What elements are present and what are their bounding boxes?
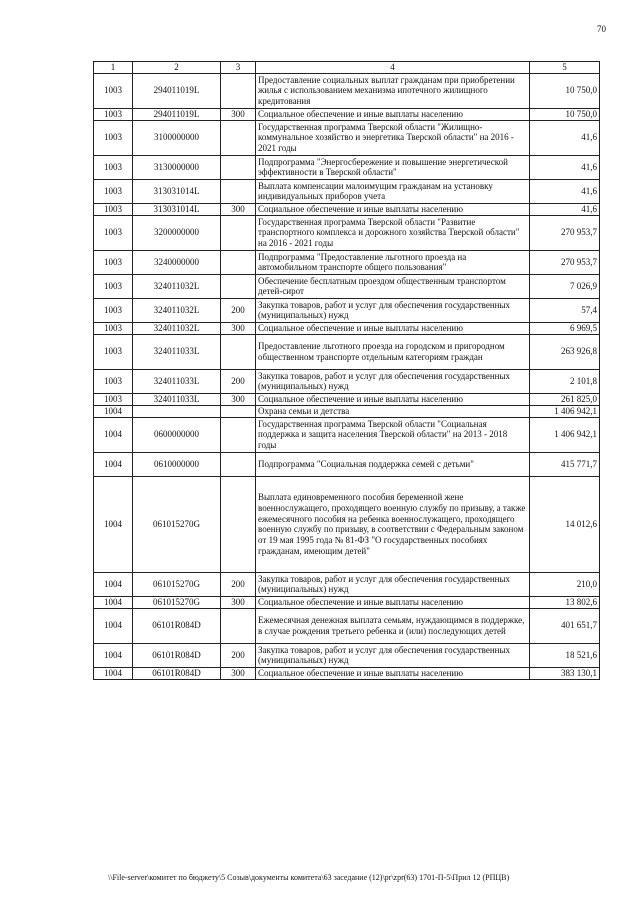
section-code-cell: 1003 — [94, 369, 133, 393]
table-row — [94, 608, 600, 643]
table-row — [94, 572, 600, 596]
item-name-cell: Государственная программа Тверской области "Развитие транспортного комплекса и дорожного хозяйства Тверской области" на 2016 - 2021 годы — [256, 215, 530, 250]
expense-type-cell — [221, 476, 256, 572]
article-code-cell: 313031014L — [133, 179, 221, 203]
table-row — [94, 108, 600, 120]
article-code-cell: 06101R084D — [133, 667, 221, 679]
budget-table — [93, 61, 600, 680]
expense-type-cell — [221, 215, 256, 250]
item-name-cell: Закупка товаров, работ и услуг для обеспечения государственных (муниципальных) нужд — [256, 298, 530, 322]
section-code-cell: 1004 — [94, 596, 133, 608]
section-code-cell: 1003 — [94, 274, 133, 298]
amount-cell: 415 771,7 — [530, 452, 600, 476]
expense-type-cell — [221, 274, 256, 298]
table-row — [94, 203, 600, 215]
section-code-cell: 1003 — [94, 334, 133, 369]
amount-cell: 41,6 — [530, 120, 600, 155]
header-cell-3: 3 — [221, 62, 256, 74]
section-code-cell: 1003 — [94, 203, 133, 215]
section-code-cell: 1003 — [94, 108, 133, 120]
table-row — [94, 250, 600, 274]
amount-cell: 1 406 942,1 — [530, 405, 600, 417]
article-code-cell: 313031014L — [133, 203, 221, 215]
section-code-cell: 1003 — [94, 393, 133, 405]
item-name-cell: Государственная программа Тверской области "Жилищно-коммунальное хозяйство и энергетика Тверской области" на 2016 - 2021 годы — [256, 120, 530, 155]
expense-type-cell: 300 — [221, 393, 256, 405]
item-name-cell: Обеспечение бесплатным проездом общественным транспортом детей-сирот — [256, 274, 530, 298]
expense-type-cell: 300 — [221, 108, 256, 120]
table-row — [94, 274, 600, 298]
amount-cell: 270 953,7 — [530, 215, 600, 250]
header-cell-1: 1 — [94, 62, 133, 74]
item-name-cell: Подпрограмма "Социальная поддержка семей с детьми" — [256, 452, 530, 476]
amount-cell: 401 651,7 — [530, 608, 600, 643]
item-name-cell: Закупка товаров, работ и услуг для обеспечения государственных (муниципальных) нужд — [256, 572, 530, 596]
table-row — [94, 298, 600, 322]
expense-type-cell — [221, 334, 256, 369]
file-path-footer: \\File-server\комитет по бюджету\5 Созыв\документы комитета\63 заседание (12)\pr\zpr(63) 1701-П-5\Прил 12 (РПЦВ) — [108, 873, 510, 882]
amount-cell: 41,6 — [530, 203, 600, 215]
amount-cell: 7 026,9 — [530, 274, 600, 298]
section-code-cell: 1003 — [94, 155, 133, 179]
section-code-cell: 1003 — [94, 215, 133, 250]
item-name-cell: Государственная программа Тверской области "Социальная поддержка и защита населения Тверской области" на 2013 - 2018 годы — [256, 417, 530, 452]
article-code-cell: 3130000000 — [133, 155, 221, 179]
section-code-cell: 1004 — [94, 643, 133, 667]
article-code-cell: 061015270G — [133, 572, 221, 596]
amount-cell: 13 802,6 — [530, 596, 600, 608]
amount-cell: 261 825,0 — [530, 393, 600, 405]
article-code-cell: 3200000000 — [133, 215, 221, 250]
amount-cell: 210,0 — [530, 572, 600, 596]
expense-type-cell — [221, 73, 256, 108]
amount-cell: 41,6 — [530, 179, 600, 203]
item-name-cell: Социальное обеспечение и иные выплаты населению — [256, 108, 530, 120]
expense-type-cell — [221, 417, 256, 452]
amount-cell: 263 926,8 — [530, 334, 600, 369]
table-row — [94, 179, 600, 203]
table-row — [94, 322, 600, 334]
expense-type-cell: 200 — [221, 643, 256, 667]
amount-cell: 14 012,6 — [530, 476, 600, 572]
item-name-cell: Выплата компенсации малоимущим гражданам на установку индивидуальных приборов учета — [256, 179, 530, 203]
expense-type-cell: 200 — [221, 298, 256, 322]
table-row — [94, 452, 600, 476]
table-row — [94, 417, 600, 452]
article-code-cell: 324011033L — [133, 369, 221, 393]
expense-type-cell — [221, 250, 256, 274]
table-row — [94, 369, 600, 393]
article-code-cell: 061015270G — [133, 476, 221, 572]
table-row — [94, 667, 600, 679]
item-name-cell: Социальное обеспечение и иные выплаты населению — [256, 667, 530, 679]
amount-cell: 1 406 942,1 — [530, 417, 600, 452]
table-row — [94, 120, 600, 155]
item-name-cell: Социальное обеспечение и иные выплаты населению — [256, 393, 530, 405]
article-code-cell: 324011033L — [133, 393, 221, 405]
section-code-cell: 1003 — [94, 120, 133, 155]
amount-cell: 18 521,6 — [530, 643, 600, 667]
item-name-cell: Предоставление льготного проезда на городском и пригородном общественном транспорте отдельным категориям граждан — [256, 334, 530, 369]
article-code-cell: 324011032L — [133, 322, 221, 334]
item-name-cell: Подпрограмма "Энергосбережение и повышение энергетической эффективности в Тверской области" — [256, 155, 530, 179]
item-name-cell: Закупка товаров, работ и услуг для обеспечения государственных (муниципальных) нужд — [256, 643, 530, 667]
section-code-cell: 1004 — [94, 452, 133, 476]
item-name-cell: Социальное обеспечение и иные выплаты населению — [256, 203, 530, 215]
table-row — [94, 73, 600, 108]
table-row — [94, 393, 600, 405]
item-name-cell: Охрана семьи и детства — [256, 405, 530, 417]
article-code-cell: 294011019L — [133, 108, 221, 120]
expense-type-cell: 200 — [221, 572, 256, 596]
table-row — [94, 643, 600, 667]
table-body — [94, 62, 600, 680]
amount-cell: 10 750,0 — [530, 73, 600, 108]
item-name-cell: Социальное обеспечение и иные выплаты населению — [256, 322, 530, 334]
article-code-cell: 06101R084D — [133, 608, 221, 643]
article-code-cell: 324011032L — [133, 298, 221, 322]
expense-type-cell — [221, 179, 256, 203]
article-code-cell: 061015270G — [133, 596, 221, 608]
article-code-cell: 3100000000 — [133, 120, 221, 155]
header-row — [94, 62, 600, 74]
item-name-cell: Предоставление социальных выплат гражданам при приобретении жилья с использованием механизма ипотечного жилищного кредитования — [256, 73, 530, 108]
section-code-cell: 1003 — [94, 298, 133, 322]
article-code-cell: 294011019L — [133, 73, 221, 108]
table-row — [94, 155, 600, 179]
expense-type-cell: 300 — [221, 203, 256, 215]
expense-type-cell — [221, 452, 256, 476]
table-row — [94, 476, 600, 572]
article-code-cell: 324011033L — [133, 334, 221, 369]
table-row — [94, 596, 600, 608]
section-code-cell: 1003 — [94, 250, 133, 274]
expense-type-cell — [221, 155, 256, 179]
article-code-cell: 324011032L — [133, 274, 221, 298]
article-code-cell — [133, 405, 221, 417]
header-cell-5: 5 — [530, 62, 600, 74]
section-code-cell: 1004 — [94, 667, 133, 679]
amount-cell: 41,6 — [530, 155, 600, 179]
section-code-cell: 1004 — [94, 572, 133, 596]
expense-type-cell: 300 — [221, 322, 256, 334]
expense-type-cell: 300 — [221, 667, 256, 679]
table-row — [94, 405, 600, 417]
item-name-cell: Социальное обеспечение и иные выплаты населению — [256, 596, 530, 608]
table-row — [94, 215, 600, 250]
article-code-cell: 0600000000 — [133, 417, 221, 452]
article-code-cell: 0610000000 — [133, 452, 221, 476]
amount-cell: 10 750,0 — [530, 108, 600, 120]
amount-cell: 383 130,1 — [530, 667, 600, 679]
section-code-cell: 1004 — [94, 417, 133, 452]
item-name-cell: Ежемесячная денежная выплата семьям, нуждающимся в поддержке, в случае рождения третьего ребенка и (или) последующих детей — [256, 608, 530, 643]
amount-cell: 57,4 — [530, 298, 600, 322]
expense-type-cell: 300 — [221, 596, 256, 608]
expense-type-cell — [221, 405, 256, 417]
article-code-cell: 06101R084D — [133, 643, 221, 667]
section-code-cell: 1003 — [94, 179, 133, 203]
section-code-cell: 1004 — [94, 608, 133, 643]
section-code-cell: 1003 — [94, 322, 133, 334]
amount-cell: 6 969,5 — [530, 322, 600, 334]
item-name-cell: Выплата единовременного пособия беременной жене военнослужащего, проходящего военную службу по призыву, а также ежемесячного пособия на ребенка военнослужащего, проходящего военную службу по призыву, в соответствии с Федеральным законом от 19 мая 1995 года № 81-ФЗ "О государственных пособиях гражданам, имеющим детей" — [256, 476, 530, 572]
item-name-cell: Закупка товаров, работ и услуг для обеспечения государственных (муниципальных) нужд — [256, 369, 530, 393]
amount-cell: 2 101,8 — [530, 369, 600, 393]
section-code-cell: 1004 — [94, 405, 133, 417]
expense-type-cell: 200 — [221, 369, 256, 393]
section-code-cell: 1003 — [94, 73, 133, 108]
article-code-cell: 3240000000 — [133, 250, 221, 274]
header-cell-4: 4 — [256, 62, 530, 74]
item-name-cell: Подпрограмма "Предоставление льготного проезда на автомобильном транспорте общего пользования" — [256, 250, 530, 274]
expense-type-cell — [221, 120, 256, 155]
table-row — [94, 334, 600, 369]
header-cell-2: 2 — [133, 62, 221, 74]
section-code-cell: 1004 — [94, 476, 133, 572]
amount-cell: 270 953,7 — [530, 250, 600, 274]
expense-type-cell — [221, 608, 256, 643]
page-number: 70 — [597, 24, 606, 34]
